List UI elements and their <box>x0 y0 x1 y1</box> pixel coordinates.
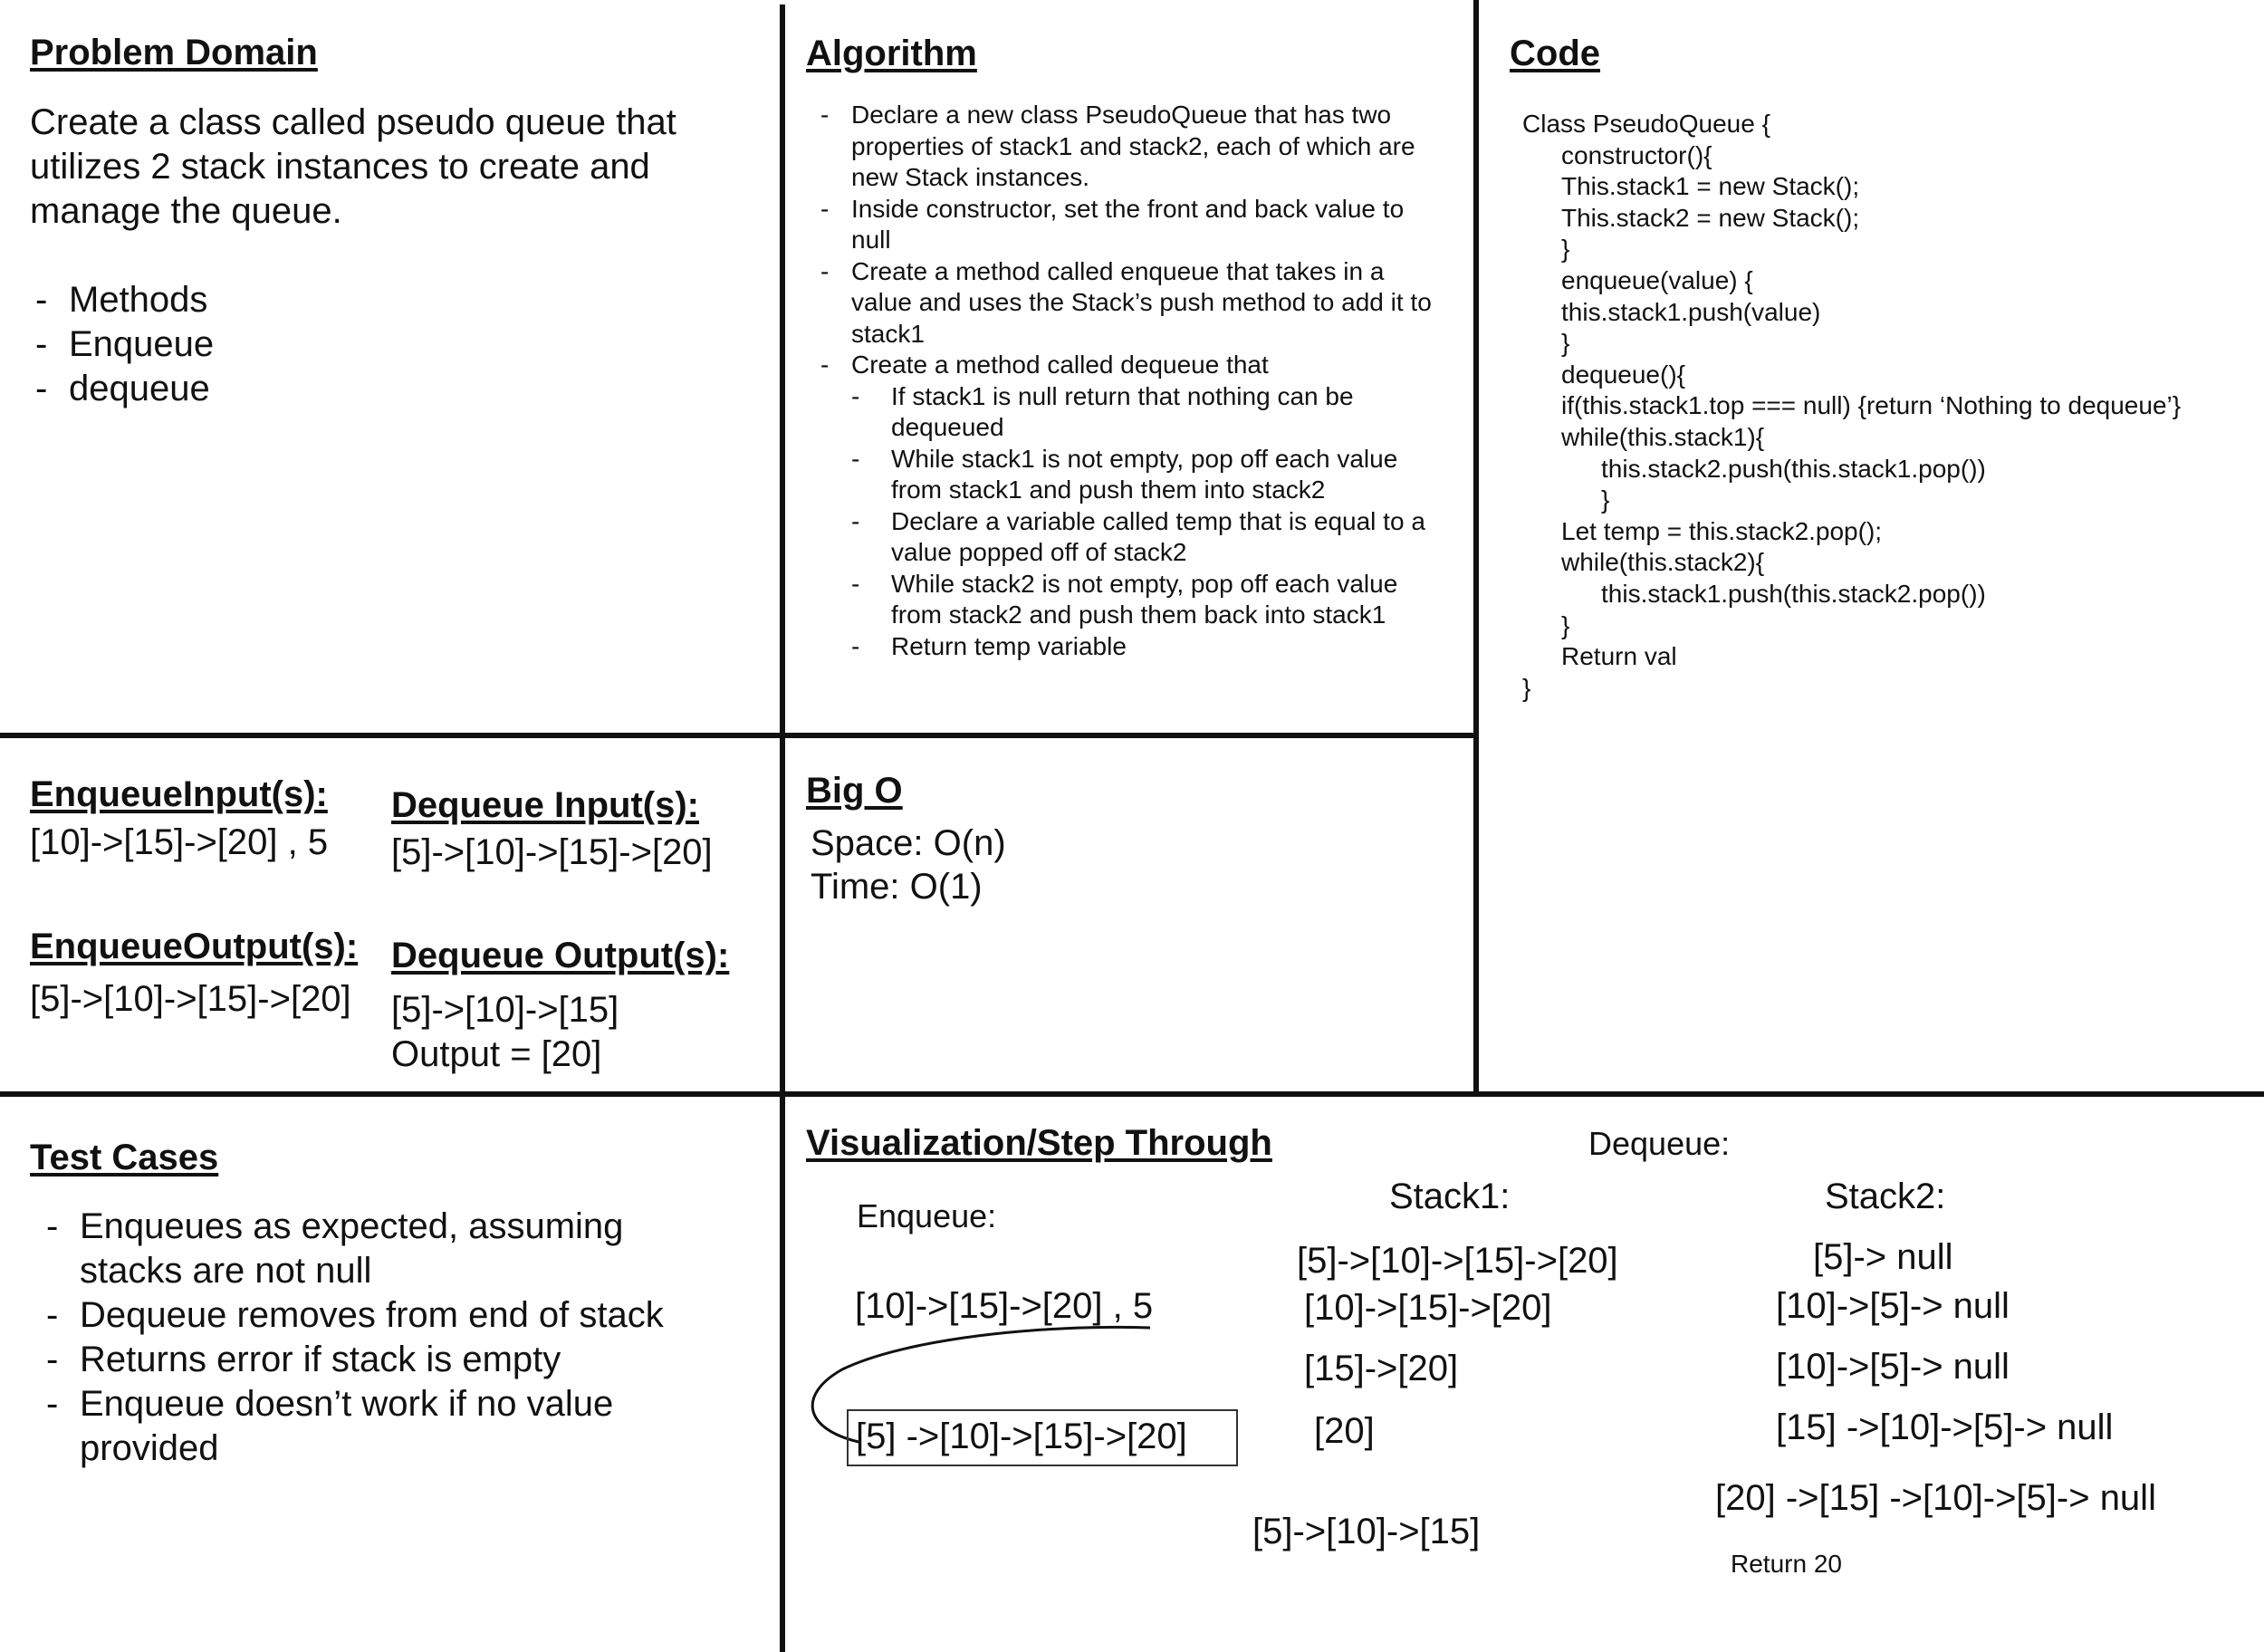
code-line: This.stack2 = new Stack(); <box>1561 203 1860 232</box>
code-line: this.stack1.push(this.stack2.pop()) <box>1601 579 1986 608</box>
algorithm-step: - Create a method called enqueue that takes in a value and uses the Stack’s push method to add it to stack1 <box>806 256 1444 351</box>
code-line: while(this.stack1){ <box>1561 422 1765 451</box>
stack1-step: [10]->[15]->[20] <box>1304 1288 1552 1328</box>
big-o-space: Space: O(n) <box>811 823 1006 863</box>
stack2-step: [20] ->[15] ->[10]->[5]-> null <box>1715 1478 2156 1518</box>
big-o-time: Time: O(1) <box>811 867 983 907</box>
return-text: Return 20 <box>1731 1550 1842 1578</box>
list-item: - dequeue <box>30 367 214 411</box>
algorithm-substep: - While stack1 is not empty, pop off each value from stack1 and push them into stack2 <box>851 444 1444 506</box>
stack1-step: [5]->[10]->[15]->[20] <box>1297 1241 1618 1281</box>
enqueue-output-value: [5]->[10]->[15]->[20] <box>30 979 351 1019</box>
code-line: while(this.stack2){ <box>1561 548 1765 577</box>
code-line: this.stack2.push(this.stack1.pop()) <box>1601 454 1986 483</box>
dequeue-label: Dequeue: <box>1588 1125 1731 1162</box>
stack1-step: [15]->[20] <box>1304 1349 1459 1388</box>
enqueue-output-heading: EnqueueOutput(s): <box>30 927 359 966</box>
dequeue-input-heading: Dequeue Input(s): <box>391 785 699 825</box>
code-line: } <box>1601 485 1610 514</box>
algorithm-substep: - Declare a variable called temp that is equal to a value popped off of stack2 <box>851 506 1444 569</box>
test-cases-list <box>30 1205 736 1471</box>
code-line: this.stack1.push(value) <box>1561 297 1821 326</box>
stack1-label: Stack1: <box>1389 1177 1511 1216</box>
enqueue-input-heading: EnqueueInput(s): <box>30 774 328 814</box>
code-line: dequeue(){ <box>1561 360 1686 389</box>
stack1-final: [5]->[10]->[15] <box>1252 1512 1481 1551</box>
description-line: manage the queue. <box>30 191 342 231</box>
stack2-label: Stack2: <box>1825 1177 1946 1216</box>
dequeue-input-value: [5]->[10]->[15]->[20] <box>391 832 713 872</box>
enqueue-input-sample: [10]->[15]->[20] , 5 <box>855 1286 1154 1326</box>
algorithm-substep: - While stack2 is not empty, pop off each value from stack2 and push them back into stack1 <box>851 569 1444 631</box>
algorithm-steps <box>806 100 1444 662</box>
test-case: - Returns error if stack is empty <box>30 1338 736 1382</box>
test-cases-heading: Test Cases <box>30 1138 219 1177</box>
algorithm-step: - Inside constructor, set the front and back value to null <box>806 194 1444 256</box>
test-case: - Dequeue removes from end of stack <box>30 1293 736 1338</box>
problem-domain-heading: Problem Domain <box>30 33 318 72</box>
stack1-step: [20] <box>1314 1411 1375 1451</box>
code-line: Return val <box>1561 642 1677 671</box>
list-item: - Enqueue <box>30 322 214 367</box>
enqueue-label: Enqueue: <box>857 1197 997 1234</box>
code-line: } <box>1561 235 1570 264</box>
code-line: enqueue(value) { <box>1561 265 1753 294</box>
big-o-heading: Big O <box>806 771 903 811</box>
stack2-step: [15] ->[10]->[5]-> null <box>1776 1407 2114 1447</box>
code-line: Let temp = this.stack2.pop(); <box>1561 516 1883 545</box>
description-line: Create a class called pseudo queue that <box>30 102 676 142</box>
dequeue-output-heading: Dequeue Output(s): <box>391 936 730 975</box>
stack2-step: [5]-> null <box>1813 1237 1953 1277</box>
code-line: This.stack1 = new Stack(); <box>1561 172 1860 201</box>
test-case: - Enqueue doesn’t work if no value provided <box>30 1382 677 1471</box>
algorithm-step: - Create a method called dequeue that <box>806 350 1444 381</box>
divider-horizontal-bottom <box>0 1091 2264 1097</box>
problem-domain-description <box>30 101 676 234</box>
divider-vertical-left <box>780 5 785 1652</box>
description-line: utilizes 2 stack instances to create and <box>30 147 650 187</box>
code-line: if(this.stack1.top === null) {return ‘Nothing to dequeue’} <box>1561 391 2182 420</box>
enqueue-result-box: [5] ->[10]->[15]->[20] <box>847 1409 1238 1466</box>
divider-vertical-right <box>1473 0 1479 1096</box>
code-block <box>1522 109 2181 704</box>
algorithm-step: - Declare a new class PseudoQueue that has two properties of stack1 and stack2, each of which are new Stack instances. <box>806 100 1444 194</box>
stack2-step: [10]->[5]-> null <box>1776 1347 2010 1387</box>
code-line: constructor(){ <box>1561 140 1712 169</box>
list-item: - Methods <box>30 278 214 322</box>
code-line: Class PseudoQueue { <box>1522 110 1770 138</box>
problem-domain-list <box>30 278 214 411</box>
code-line: } <box>1522 673 1531 702</box>
code-heading: Code <box>1510 34 1600 73</box>
algorithm-substep: - If stack1 is null return that nothing can be dequeued <box>851 381 1444 444</box>
test-case: - Enqueues as expected, assuming stacks are not null <box>30 1205 696 1293</box>
stack2-step: [10]->[5]-> null <box>1776 1286 2010 1326</box>
dequeue-output-result: Output = [20] <box>391 1034 602 1074</box>
code-line: } <box>1561 610 1570 639</box>
algorithm-substep: - Return temp variable <box>851 631 1444 663</box>
algorithm-substeps <box>851 381 1444 663</box>
code-line: } <box>1561 329 1570 358</box>
dequeue-output-value: [5]->[10]->[15] <box>391 990 619 1030</box>
algorithm-heading: Algorithm <box>806 34 977 73</box>
visualization-heading: Visualization/Step Through <box>806 1123 1272 1163</box>
enqueue-input-value: [10]->[15]->[20] , 5 <box>30 822 329 862</box>
divider-horizontal-top <box>0 733 1476 738</box>
